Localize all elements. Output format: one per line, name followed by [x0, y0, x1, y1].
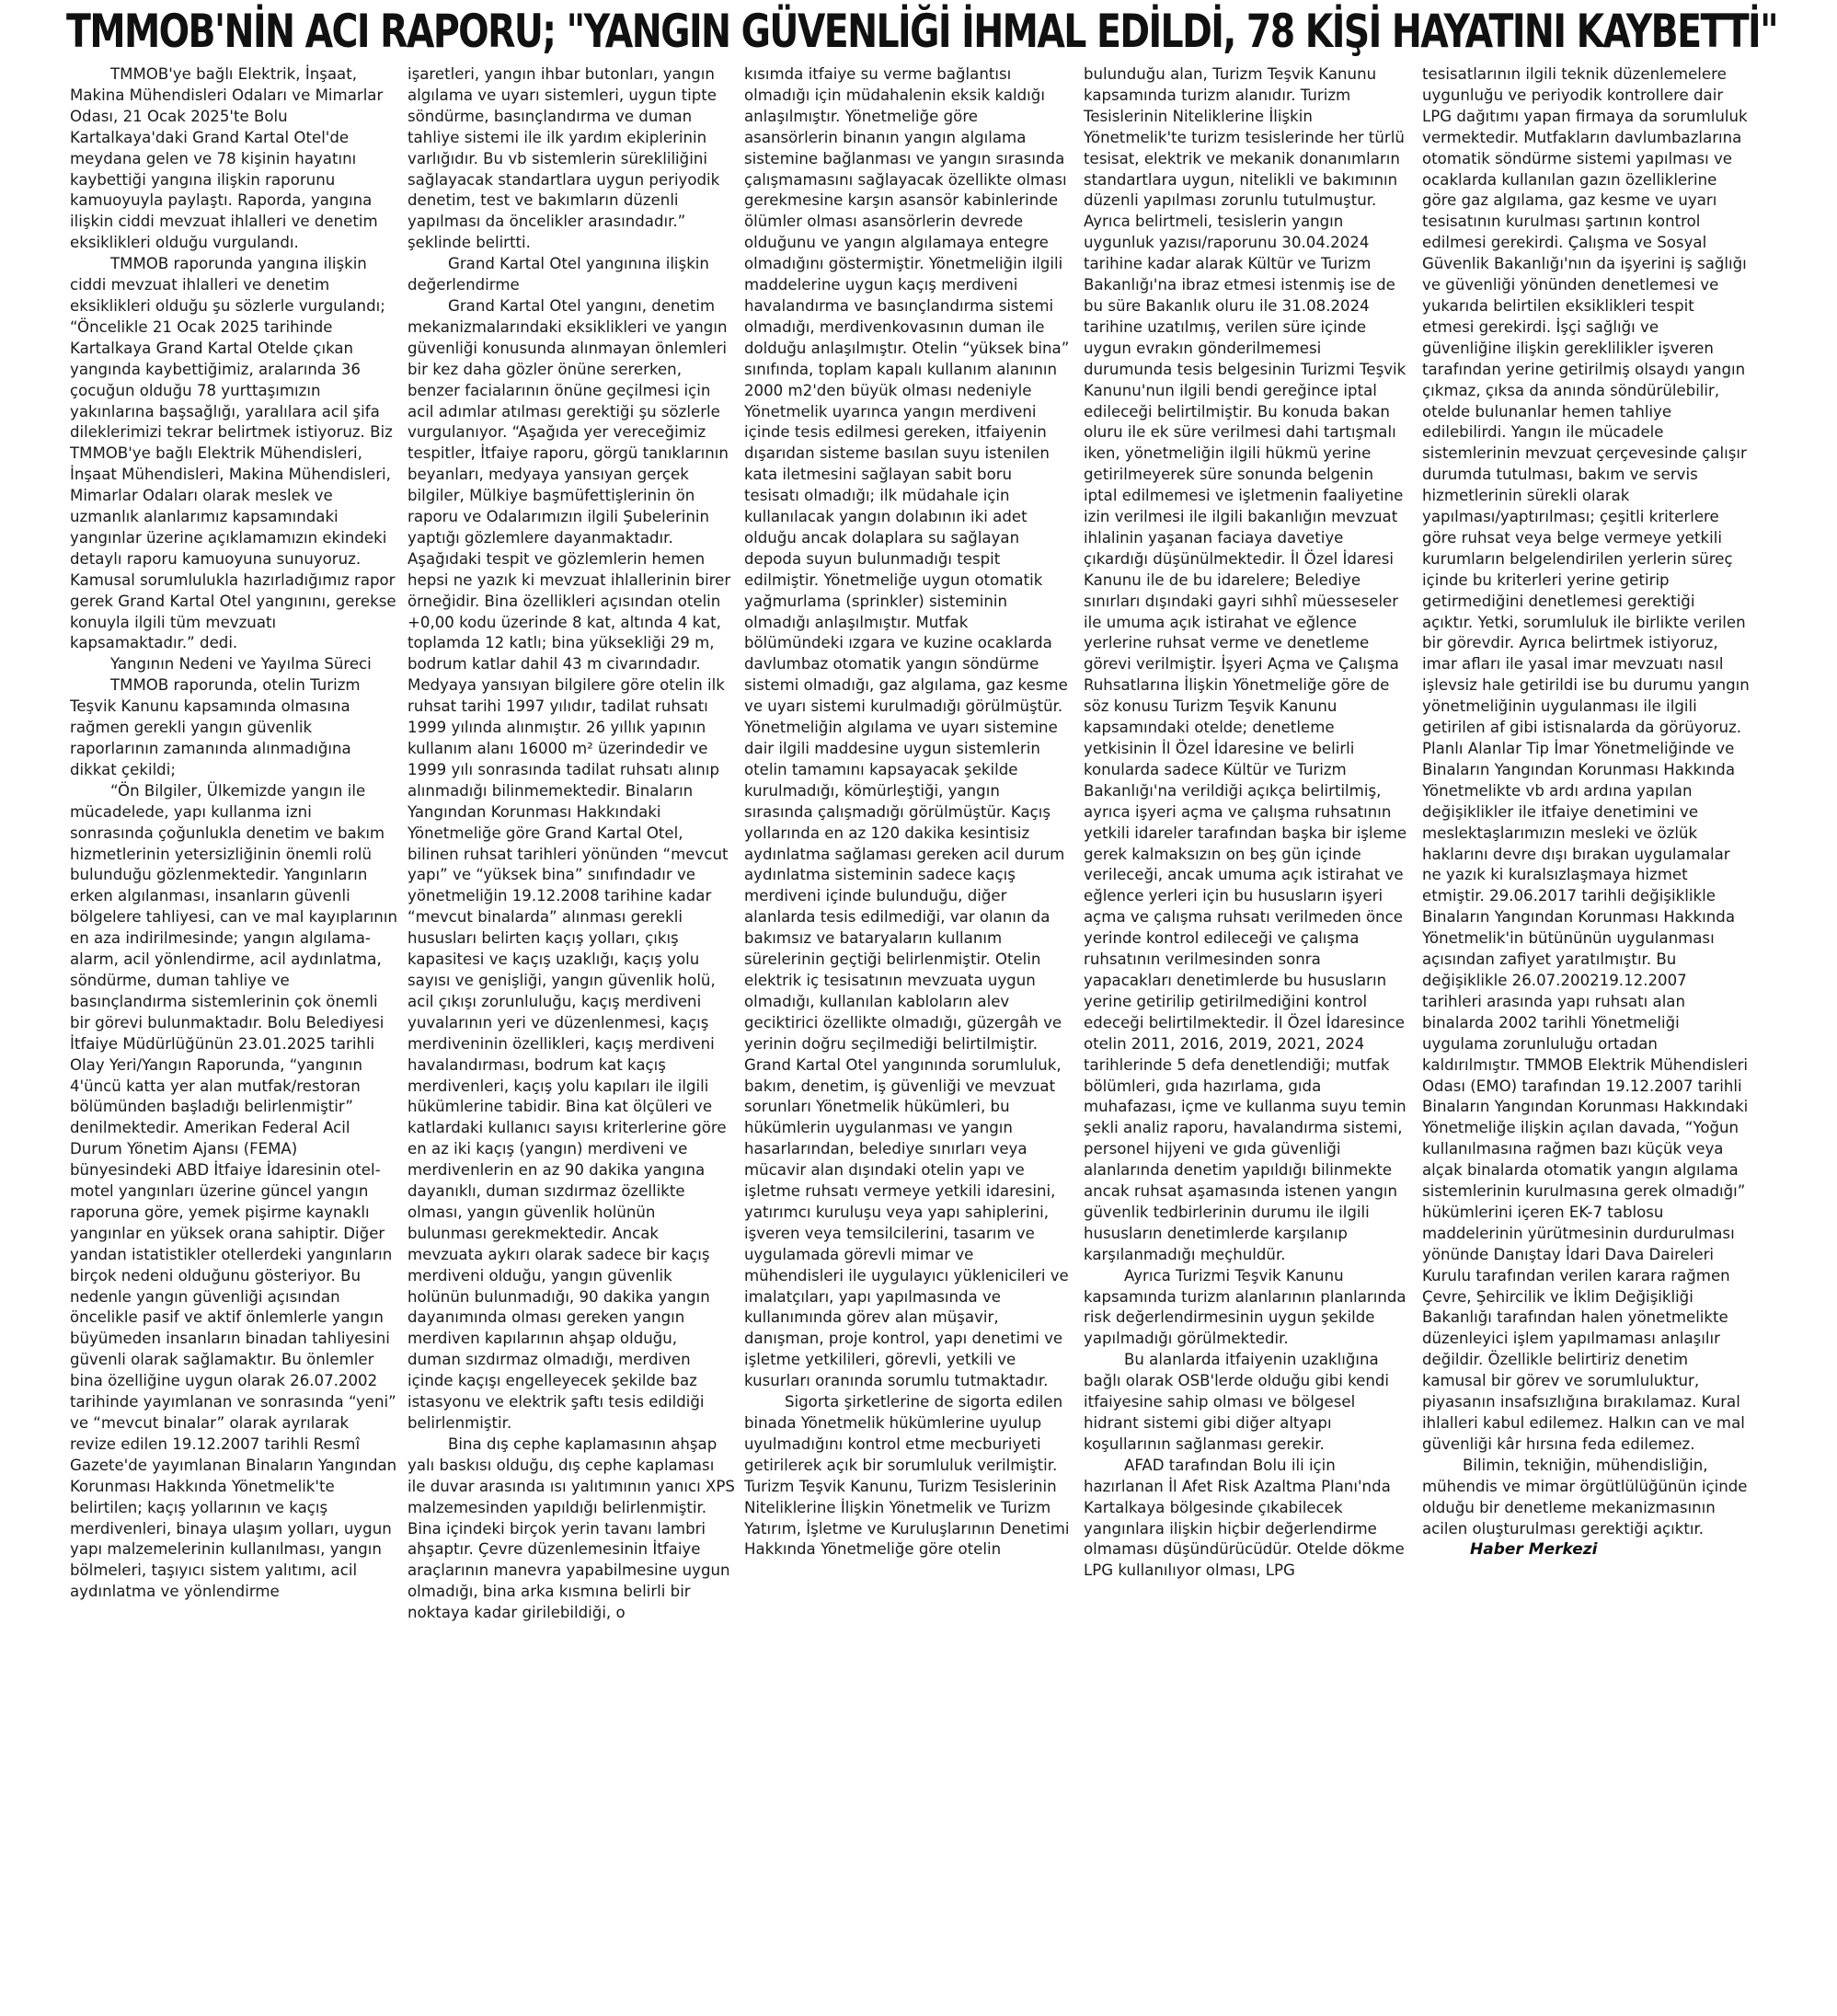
article-paragraph: Bina dış cephe kaplamasının ahşap yalı baskısı olduğu, dış cephe kaplaması ile duvar arasında ısı yalıtımının yanıcı XPS malzemesinden yapıldığı belirlenmiştir. Bina içindeki birçok yerin tavanı lambri ahşaptır. Çevre düzenlemesinin İtfaiye araçlarının manevra yapabilmesine uygun olmadığı, bina arka kısmına belirli bir noktaya kadar girilebildiği, o: [408, 1434, 735, 1622]
article-paragraph: Ayrıca Turizmi Teşvik Kanunu kapsamında turizm alanlarının planlarında risk değerlendirmesinin uygun şekilde yapılmadığı görülmektedir.: [1084, 1266, 1406, 1348]
article-paragraph: TMMOB'ye bağlı Elektrik, İnşaat, Makina Mühendisleri Odaları ve Mimarlar Odası, 21 Ocak 2025'te Bolu Kartalkaya'daki Grand Kartal Otel'de meydana gelen ve 78 kişinin hayatını kaybettiği yangına ilişkin raporunu kamuoyuyla paylaştı. Raporda, yangına ilişkin ciddi mevzuat ihlalleri ve denetim eksiklikleri olduğu vurgulandı.: [70, 65, 384, 252]
article-paragraph: tesisatlarının ilgili teknik düzenlemelere uygunluğu ve periyodik kontrollere dair LPG dağıtımı yapan firmaya da sorumluluk vermektedir. Mutfakların davlumbazlarına otomatik söndürme sistemi yapılması ve ocaklarda kullanılan gazın özelliklerine göre gaz algılama, gaz kesme ve uyarı tesisatının kurulması şartının kontrol edilmesi gerekirdi. Çalışma ve Sosyal Güvenlik Bakanlığı'nın da işyerini iş sağlığı ve güvenliği yönünden denetlemesi ve yukarıda belirtilen eksiklikleri tespit etmesi gerekirdi. İşçi sağlığı ve güvenliğine ilişkin gereklilikler işveren tarafından yerine getirilmiş olsaydı yangın çıkmaz, çıksa da anında söndürülebilir, otelde bulunanlar hemen tahliye edilebilirdi. Yangın ile mücadele sistemlerinin mevzuat çerçevesinde çalışır durumda tutulması, bakım ve servis hizmetlerinin sürekli olarak yapılması/yaptırılması; çeşitli kriterlere göre ruhsat veya belge vermeye yetkili kurumların belgelendirilen yerlerin süreç içinde bu kriterleri yerine getirip getirmediğini denetlemesi gerektiği açıktır. Yetki, sorumluluk ile birlikte verilen bir görevdir. Ayrıca belirtmek istiyoruz, imar afları ile yasal imar mevzuatı nasıl işlevsiz hale getirildi ise bu durumu yangın yönetmeliğinin uygulanması ile ilgili getirilen af gibi istisnalarda da görüyoruz. Planlı Alanlar Tip İmar Yönetmeliğinde ve Binaların Yangından Korunması Hakkında Yönetmelikte vb ardı ardına yapılan değişiklikler ile itfaiye denetimini ve meslektaşlarımızın mesleki ve özlük haklarını devre dışı bırakan uygulamalar ne yazık ki kuralsızlaşmaya hizmet etmiştir. 29.06.2017 tarihli değişiklikle Binaların Yangından Korunması Hakkında Yönetmelik'in bütününün uygulanması açısından zafiyet yaratılmıştır. Bu değişiklikle 26.07.200219.12.2007 tarihleri arasında yapı ruhsatı alan binalarda 2002 tarihli Yönetmeliği uygulama zorunluluğu ortadan kaldırılmıştır. TMMOB Elektrik Mühendisleri Odası (EMO) tarafından 19.12.2007 tarihli Binaların Yangından Korunması Hakkındaki Yönetmeliğe ilişkin açılan davada, “Yoğun kullanılmasına rağmen bazı küçük veya alçak binalarda otomatik yangın algılama sistemlerinin kurulmasına gerek olmadığı” hükümlerini içeren EK-7 tablosu maddelerinin yürütmesinin durdurulması yönünde Danıştay İdari Dava Daireleri Kurulu tarafından verilen karara rağmen Çevre, Şehircilik ve İklim Değişikliği Bakanlığı tarafından halen yönetmelikte düzenleyici işlem yapılmaması anlaşılır değildir. Özellikle belirtiriz denetim kamusal bir görev ve sorumluluktur, piyasanın insafsızlığına bırakılamaz. Kural ihlalleri kabul edilemez. Halkın can ve mal güvenliği kâr hırsına feda edilemez.: [1422, 65, 1750, 1453]
article-column-3: [744, 64, 1072, 1951]
article-paragraph: Grand Kartal Otel yangınına ilişkin değerlendirme: [408, 255, 709, 294]
article-paragraph: Bilimin, tekniğin, mühendisliğin, mühendis ve mimar örgütlülüğünün içinde olduğu bir denetleme mekanizmasının acilen oluşturulması gerektiği açıktır.: [1422, 1456, 1748, 1538]
article-paragraph: işaretleri, yangın ihbar butonları, yangın algılama ve uyarı sistemleri, uygun tipte söndürme, basınçlandırma ve duman tahliye sistemi ile ilk yardım ekiplerinin varlığıdır. Bu vb sistemlerin sürekliliğini sağlayacak standartlara uygun periyodik denetim, test ve bakımların düzenli yapılması da öncelikler arasındadır.” şeklinde belirtti.: [408, 65, 720, 252]
byline: Haber Merkezi: [1470, 1540, 1598, 1560]
article-paragraph: Sigorta şirketlerine de sigorta edilen binada Yönetmelik hükümlerine uyulup uyulmadığını kontrol etme mecburiyeti getirilerek açık bir sorumluluk verilmiştir. Turizm Teşvik Kanunu, Turizm Tesislerinin Niteliklerine İlişkin Yönetmelik ve Turizm Yatırım, İşletme ve Kuruluşlarının Denetimi Hakkında Yönetmeliğe göre otelin: [744, 1393, 1070, 1559]
article-column-4: [1084, 64, 1411, 1951]
article-paragraph: Bu alanlarda itfaiyenin uzaklığına bağlı olarak OSB'lerde olduğu gibi kendi itfaiyesine sahip olması ve bölgesel hidrant sistemi gibi diğer altyapı koşullarının sağlanması gerekir.: [1084, 1351, 1390, 1453]
article-paragraph: “Ön Bilgiler, Ülkemizde yangın ile mücadelede, yapı kullanma izni sonrasında çoğunlukla denetim ve bakım hizmetlerinin yetersizliğinin önemli rolü bulunduğu gözlenmektedir. Yangınların erken algılanması, insanların güvenli bölgelere tahliyesi, can ve mal kayıplarının en aza indirilmesinde; yangın algılama-alarm, acil yönlendirme, acil aydınlatma, söndürme, duman tahliye ve basınçlandırma sistemlerinin çok önemli bir görevi bulunmaktadır. Bolu Belediyesi İtfaiye Müdürlüğünün 23.01.2025 tarihli Olay Yeri/Yangın Raporunda, “yangının 4'üncü katta yer alan mutfak/restoran bölümünden başladığı belirlenmiştir” denilmektedir. Amerikan Federal Acil Durum Yönetim Ajansı (FEMA) bünyesindeki ABD İtfaiye İdaresinin otel-motel yangınları üzerine güncel yangın raporuna göre, yemek pişirme kaynaklı yangınlar en yüksek orana sahiptir. Diğer yandan istatistikler otellerdeki yangınların birçok nedeni olduğunu gösteriyor. Bu nedenle yangın güvenliği açısından öncelikle pasif ve aktif önlemlerle yangın büyümeden insanların binadan tahliyesini güvenli olarak sağlamaktır. Bu önlemler bina özelliğine uygun olarak 26.07.2002 tarihinde yayımlanan ve sonrasında “yeni” ve “mevcut binalar” olarak ayrılarak revize edilen 19.12.2007 tarihli Resmî Gazete'de yayımlanan Binaların Yangından Korunması Hakkında Yönetmelik'te belirtilen; kaçış yollarının ve kaçış merdivenleri, binaya ulaşım yolları, uygun yapı malzemelerinin kullanılması, yangın bölmeleri, taşıyıcı sistem yalıtımı, acil aydınlatma ve yönlendirme: [70, 781, 397, 1601]
article-paragraph: TMMOB raporunda, otelin Turizm Teşvik Kanunu kapsamında olmasına rağmen gerekli yangın güvenlik raporlarının zamanında alınmadığına dikkat çekildi;: [70, 676, 361, 778]
article-column-2: [408, 64, 735, 1951]
article-column-1: [70, 64, 397, 1951]
article-paragraph: TMMOB raporunda yangına ilişkin ciddi mevzuat ihlalleri ve denetim eksiklikleri olduğu şu sözlerle vurgulandı; “Öncelikle 21 Ocak 2025 tarihinde Kartalkaya Grand Kartal Otelde çıkan yangında kaybettiğimiz, aralarında 36 çocuğun olduğu 78 yurttaşımızın yakınlarına başsağlığı, yaralılara acil şifa dileklerimizi tekrar belirtmek istiyoruz. Biz TMMOB'ye bağlı Elektrik Mühendisleri, İnşaat Mühendisleri, Makina Mühendisleri, Mimarlar Odaları olarak meslek ve uzmanlık alanlarımız kapsamındaki yangınlar üzerine açıklamamızın ekindeki detaylı raporu kamuoyuna sunuyoruz. Kamusal sorumlulukla hazırladığımız rapor gerek Grand Kartal Otel yangınını, gerekse konuyla ilgili tüm mevzuatı kapsamaktadır.” dedi.: [70, 255, 396, 652]
article-paragraph: AFAD tarafından Bolu ili için hazırlanan İl Afet Risk Azaltma Planı'nda Kartalkaya bölgesinde çıkabilecek yangınlara ilişkin hiçbir değerlendirme olmaması düşündürücüdür. Otelde dökme LPG kullanılıyor olması, LPG: [1084, 1456, 1405, 1580]
article-paragraph: bulunduğu alan, Turizm Teşvik Kanunu kapsamında turizm alanıdır. Turizm Tesislerinin Niteliklerine İlişkin Yönetmelik'te turizm tesislerinde her türlü tesisat, elektrik ve mekanik donanımların standartlara uygun, nitelikli ve bakımının düzenli yapılması zorunlu tutulmuştur. Ayrıca belirtmeli, tesislerin yangın uygunluk yazısı/raporunu 30.04.2024 tarihine kadar alarak Kültür ve Turizm Bakanlığı'na ibraz etmesi istenmiş ise de bu süre Bakanlık oluru ile 31.08.2024 tarihine uzatılmış, verilen süre içinde uygun evrakın gönderilmemesi durumunda tesis belgesinin Turizmi Teşvik Kanunu'nun ilgili bendi gereğince iptal edileceği belirtilmiştir. Bu konuda bakan oluru ile ek süre verilmesi dahi tartışmalı iken, yönetmeliğin ilgili hükmü yerine getirilmeyerek süre sonunda belgenin iptal edilmemesi ve işletmenin faaliyetine izin verilmesi ile ilgili bakanlığın mevzuat ihlalinin yaşanan faciaya davetiye çıkardığı düşünülmektedir. İl Özel İdaresi Kanunu ile de bu idarelere; Belediye sınırları dışındaki gayri sıhhî müesseseler ile umuma açık istirahat ve eğlence yerlerine ruhsat verme ve denetleme görevi verilmiştir. İşyeri Açma ve Çalışma Ruhsatlarına İlişkin Yönetmeliğe göre de söz konusu Turizm Teşvik Kanunu kapsamındaki otelde; denetleme yetkisinin İl Özel İdaresine ve belirli konularda sadece Kültür ve Turizm Bakanlığı'na verildiği açıkça belirtilmiş, ayrıca işyeri açma ve çalışma ruhsatının yetkili idareler tarafından başka bir işleme gerek kalmaksızın on beş gün içinde verileceği, ancak umuma açık istirahat ve eğlence yerleri için bu hususların işyeri açma ve çalışma ruhsatı verilmeden önce yerinde kontrol edileceği ve çalışma ruhsatının verilmesinden sonra yapacakları denetimlerde bu hususların yerine getirilip getirilmediğini kontrol edeceği belirtilmektedir. İl Özel İdaresince otelin 2011, 2016, 2019, 2021, 2024 tarihlerinde 5 defa denetlendiği; mutfak bölümleri, gıda hazırlama, gıda muhafazası, içme ve kullanma suyu temin şekli analiz raporu, havalandırma sistemi, personel hijyeni ve gıda güvenliği alanlarında denetim yapıldığı bilinmekte ancak ruhsat aşamasında istenen yangın güvenlik tedbirlerinin durumu ile ilgili hususların denetimlerde karşılanıp karşılanmadığı meçhuldür.: [1084, 65, 1407, 1263]
article-paragraph: Grand Kartal Otel yangını, denetim mekanizmalarındaki eksiklikleri ve yangın güvenliği konusunda alınmayan önlemleri bir kez daha gözler önüne sererken, benzer facialarının önüne geçilmesi için acil adımlar atılması gerektiği şu sözlerle vurgulanıyor. “Aşağıda yer vereceğimiz tespitler, İtfaiye raporu, görgü tanıklarının beyanları, medyaya yansıyan gerçek bilgiler, Mülkiye başmüfettişlerinin ön raporu ve Odalarımızın ilgili Şubelerinin yaptığı gözlemlere dayanmaktadır. Aşağıdaki tespit ve gözlemlerin hemen hepsi ne yazık ki mevzuat ihlallerinin birer örneğidir. Bina özellikleri açısından otelin +0,00 kodu üzerinde 8 kat, altında 4 kat, toplamda 12 katlı; bina yüksekliği 29 m, bodrum katlar dahil 43 m civarındadır. Medyaya yansıyan bilgilere göre otelin ilk ruhsat tarihi 1997 yılıdır, tadilat ruhsatı 1999 yılında alınmıştır. 26 yıllık yapının kullanım alanı 16000 m² üzerindedir ve 1999 yılı sonrasında tadilat ruhsatı alınıp alınmadığı bilinmemektedir. Binaların Yangından Korunması Hakkındaki Yönetmeliğe göre Grand Kartal Otel, bilinen ruhsat tarihleri yönünden “mevcut yapı” ve “yüksek bina” sınıfındadır ve yönetmeliğin 19.12.2008 tarihine kadar “mevcut binalarda” alınması gerekli hususları belirten kaçış yolları, çıkış kapasitesi ve kaçış uzaklığı, kaçış yolu sayısı ve genişliği, yangın güvenlik holü, acil çıkışı zorunluluğu, kaçış merdiveni yuvalarının yeri ve düzenlenmesi, kaçış merdiveninin özellikleri, kaçış merdiveni havalandırması, bodrum kat kaçış merdivenleri, kaçış yolu kapıları ile ilgili hükümlerine tabidir. Bina kat ölçüleri ve katlardaki kullanıcı sayısı kriterlerine göre en az iki kaçış (yangın) merdiveni ve merdivenlerin en az 90 dakika yangına dayanıklı, duman sızdırmaz özellikte olması, yangın güvenlik holünün bulunması gerekmektedir. Ancak mevzuata aykırı olarak sadece bir kaçış merdiveni olduğu, yangın güvenlik holünün bulunmadığı, 90 dakika yangın dayanımında olması gereken yangın merdiven kapılarının ahşap olduğu, duman sızdırmaz olmadığı, merdiven içinde kaçışı engelleyecek şekilde baz istasyonu ve elektrik şaftı tesis edildiği belirlenmiştir.: [408, 296, 731, 1432]
headline: TMMOB'NİN ACI RAPORU; "YANGIN GÜVENLİĞİ İHMAL EDİLDİ, 78 KİŞİ HAYATINI KAYBETTİ": [66, 5, 1778, 58]
article-paragraph: Yangının Nedeni ve Yayılma Süreci: [110, 655, 372, 674]
article-column-5: [1422, 64, 1750, 1951]
article-paragraph: kısımda itfaiye su verme bağlantısı olmadığı için müdahalenin eksik kaldığı anlaşılmıştır. Yönetmeliğe göre asansörlerin binanın yangın algılama sistemine bağlanması ve yangın sırasında çalışmamasını sağlayacak özellikte olması gerekmesine karşın asansör kabinlerinde ölümler olması asansörlerin devrede olduğunu ve yangın algılamaya entegre olmadığını göstermiştir. Yönetmeliğin ilgili maddelerine uygun kaçış merdiveni havalandırma ve basınçlandırma sistemi olmadığı, merdivenkovasının duman ile dolduğu anlaşılmıştır. Otelin “yüksek bina” sınıfında, toplam kapalı kullanım alanının 2000 m2'den büyük olması nedeniyle Yönetmelik uyarınca yangın merdiveni içinde tesis edilmesi gereken, itfaiyenin dışarıdan sisteme basılan suyu istenilen kata iletmesini sağlayan sabit boru tesisatı olmadığı; ilk müdahale için kullanılacak yangın dolabının iki adet olduğu ancak dolaplara su sağlayan depoda suyun bulunmadığı tespit edilmiştir. Yönetmeliğe uygun otomatik yağmurlama (sprinkler) sisteminin olmadığı anlaşılmıştır. Mutfak bölümündeki ızgara ve kuzine ocaklarda davlumbaz otomatik yangın söndürme sistemi olmadığı, gaz algılama, gaz kesme ve uyarı sistemi kurulmadığı görülmüştür. Yönetmeliğin algılama ve uyarı sistemine dair ilgili maddesine uygun sistemlerin otelin tamamını kapsayacak şekilde kurulmadığı, kömürleştiği, yangın sırasında çalışmadığı görülmüştür. Kaçış yollarında en az 120 dakika kesintisiz aydınlatma sağlaması gereken acil durum aydınlatma sisteminin sadece kaçış merdiveni içinde bulunduğu, diğer alanlarda tesis edilmediği, var olanın da bakımsız ve bataryaların kullanım sürelerinin geçtiği belirlenmiştir. Otelin elektrik iç tesisatının mevzuata uygun olmadığı, kullanılan kabloların alev geciktirici özellikte olmadığı, güzergâh ve yerinin doğru seçilmediği belirtilmiştir. Grand Kartal Otel yangınında sorumluluk, bakım, denetim, iş güvenliği ve mevzuat sorunları Yönetmelik hükümleri, bu hükümlerin uygulanması ve yangın hasarlarından, belediye sınırları veya mücavir alan dışındaki otelin yapı ve işletme ruhsatı vermeye yetkili idaresini, yatırımcı kuruluşu veya yapı sahiplerini, işveren veya temsilcilerini, tasarım ve uygulamada görevli mimar ve mühendisleri ile uygulayıcı yüklenicileri ve imalatçıları, yapı yapılmasında ve kullanımında görev alan müşavir, danışman, proje kontrol, yapı denetimi ve işletme yetkilileri, görevli, yetkili ve kusurları oranında sorumlu tutmaktadır.: [744, 65, 1070, 1390]
